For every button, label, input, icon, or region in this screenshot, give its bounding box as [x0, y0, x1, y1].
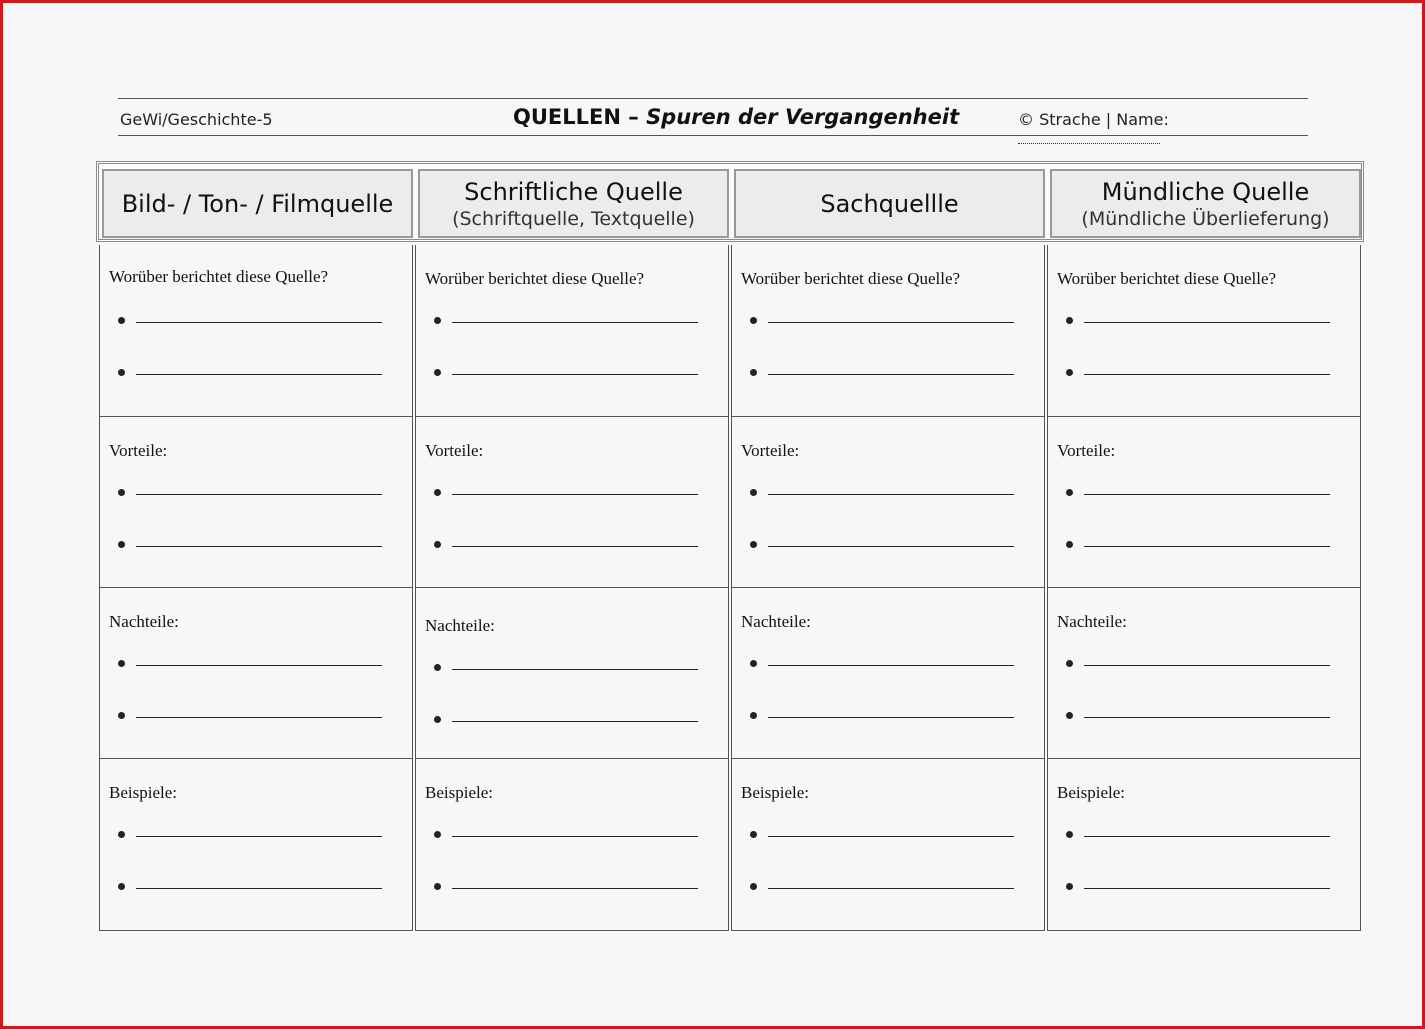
table-cell-disadvantages [416, 587, 728, 758]
answer-line[interactable] [452, 721, 698, 722]
bullet-icon [118, 831, 125, 838]
row-label-examples: Beispiele: [425, 783, 493, 802]
answer-line[interactable] [1084, 374, 1330, 375]
answer-line[interactable] [136, 322, 382, 323]
answer-line[interactable] [768, 888, 1014, 889]
answer-line[interactable] [1084, 546, 1330, 547]
table-body [99, 245, 1364, 931]
column-header-title: Bild- / Ton- / Filmquelle [121, 189, 394, 218]
answer-line[interactable] [768, 836, 1014, 837]
row-label-advantages: Vorteile: [109, 441, 168, 460]
table-column [731, 245, 1045, 931]
worksheet-header [118, 98, 1308, 136]
author-name-label: © Strache | Name: [1018, 110, 1169, 129]
bullet-icon [434, 664, 441, 671]
bullet-icon [118, 369, 125, 376]
bullet-icon [750, 660, 757, 667]
answer-line[interactable] [452, 322, 698, 323]
table-column [1047, 245, 1361, 931]
answer-line[interactable] [768, 374, 1014, 375]
row-label-advantages: Vorteile: [1057, 441, 1116, 460]
table-column [415, 245, 729, 931]
column-header-title: Sachquellle [820, 189, 959, 218]
table-cell-disadvantages [1048, 587, 1360, 758]
bullet-icon [434, 716, 441, 723]
column-header-oral [1050, 169, 1361, 238]
answer-line[interactable] [452, 374, 698, 375]
bullet-icon [118, 317, 125, 324]
row-label-disadvantages: Nachteile: [425, 616, 495, 635]
table-cell-question [416, 245, 728, 416]
answer-line[interactable] [136, 717, 382, 718]
bullet-icon [1066, 541, 1073, 548]
answer-line[interactable] [136, 665, 382, 666]
answer-line[interactable] [136, 836, 382, 837]
answer-line[interactable] [768, 717, 1014, 718]
table-cell-question [732, 245, 1044, 416]
worksheet-title [513, 105, 959, 129]
answer-line[interactable] [768, 322, 1014, 323]
author-name-field [1018, 110, 1308, 148]
title-italic: Spuren der Vergangenheit [646, 105, 960, 129]
row-label-examples: Beispiele: [1057, 783, 1125, 802]
table-cell-examples [732, 758, 1044, 929]
bullet-icon [750, 369, 757, 376]
table-cell-question [100, 245, 412, 416]
column-header-title: Mündliche Quelle [1101, 177, 1310, 206]
row-label-advantages: Vorteile: [741, 441, 800, 460]
row-label-question: Worüber berichtet diese Quelle? [109, 267, 329, 286]
bullet-icon [750, 883, 757, 890]
bullet-icon [750, 712, 757, 719]
bullet-icon [1066, 489, 1073, 496]
answer-line[interactable] [452, 888, 698, 889]
column-header-subtitle: (Schriftquelle, Textquelle) [452, 207, 695, 230]
row-label-question: Worüber berichtet diese Quelle? [741, 269, 961, 288]
column-header-material [734, 169, 1045, 238]
table-column [99, 245, 413, 931]
name-blank[interactable] [1018, 133, 1160, 144]
bullet-icon [1066, 660, 1073, 667]
row-label-disadvantages: Nachteile: [1057, 612, 1127, 631]
column-header-image-sound-film [102, 169, 413, 238]
bullet-icon [118, 660, 125, 667]
answer-line[interactable] [452, 836, 698, 837]
row-label-disadvantages: Nachteile: [741, 612, 811, 631]
answer-line[interactable] [452, 669, 698, 670]
bullet-icon [434, 369, 441, 376]
table-cell-advantages [732, 416, 1044, 587]
table-cell-advantages [100, 416, 412, 587]
bullet-icon [434, 317, 441, 324]
bullet-icon [750, 489, 757, 496]
table-cell-question [1048, 245, 1360, 416]
answer-line[interactable] [136, 374, 382, 375]
bullet-icon [118, 712, 125, 719]
table-cell-examples [416, 758, 728, 929]
title-main: QUELLEN – [513, 105, 639, 129]
answer-line[interactable] [136, 494, 382, 495]
answer-line[interactable] [1084, 665, 1330, 666]
answer-line[interactable] [452, 494, 698, 495]
answer-line[interactable] [768, 494, 1014, 495]
answer-line[interactable] [136, 546, 382, 547]
bullet-icon [434, 541, 441, 548]
bullet-icon [1066, 317, 1073, 324]
table-cell-disadvantages [100, 587, 412, 758]
bullet-icon [118, 883, 125, 890]
row-label-advantages: Vorteile: [425, 441, 484, 460]
answer-line[interactable] [1084, 888, 1330, 889]
row-label-examples: Beispiele: [741, 783, 809, 802]
bullet-icon [750, 541, 757, 548]
bullet-icon [1066, 883, 1073, 890]
answer-line[interactable] [768, 665, 1014, 666]
column-header-written [418, 169, 729, 238]
bullet-icon [434, 883, 441, 890]
table-cell-examples [1048, 758, 1360, 929]
column-header-title: Schriftliche Quelle [464, 177, 683, 206]
bullet-icon [434, 831, 441, 838]
row-label-examples: Beispiele: [109, 783, 177, 802]
answer-line[interactable] [1084, 836, 1330, 837]
bullet-icon [750, 317, 757, 324]
bullet-icon [750, 831, 757, 838]
answer-line[interactable] [768, 546, 1014, 547]
table-cell-advantages [1048, 416, 1360, 587]
answer-line[interactable] [1084, 494, 1330, 495]
table-cell-disadvantages [732, 587, 1044, 758]
bullet-icon [1066, 712, 1073, 719]
row-label-question: Worüber berichtet diese Quelle? [425, 269, 645, 288]
bullet-icon [1066, 831, 1073, 838]
table-cell-advantages [416, 416, 728, 587]
course-label: GeWi/Geschichte-5 [120, 110, 273, 129]
bullet-icon [1066, 369, 1073, 376]
column-header-subtitle: (Mündliche Überlieferung) [1081, 207, 1330, 230]
table-header-row [96, 161, 1364, 242]
row-label-disadvantages: Nachteile: [109, 612, 179, 631]
row-label-question: Worüber berichtet diese Quelle? [1057, 269, 1277, 288]
bullet-icon [118, 489, 125, 496]
sources-table [96, 161, 1364, 931]
answer-line[interactable] [1084, 717, 1330, 718]
bullet-icon [118, 541, 125, 548]
answer-line[interactable] [452, 546, 698, 547]
answer-line[interactable] [1084, 322, 1330, 323]
bullet-icon [434, 489, 441, 496]
answer-line[interactable] [136, 888, 382, 889]
table-cell-examples [100, 758, 412, 929]
